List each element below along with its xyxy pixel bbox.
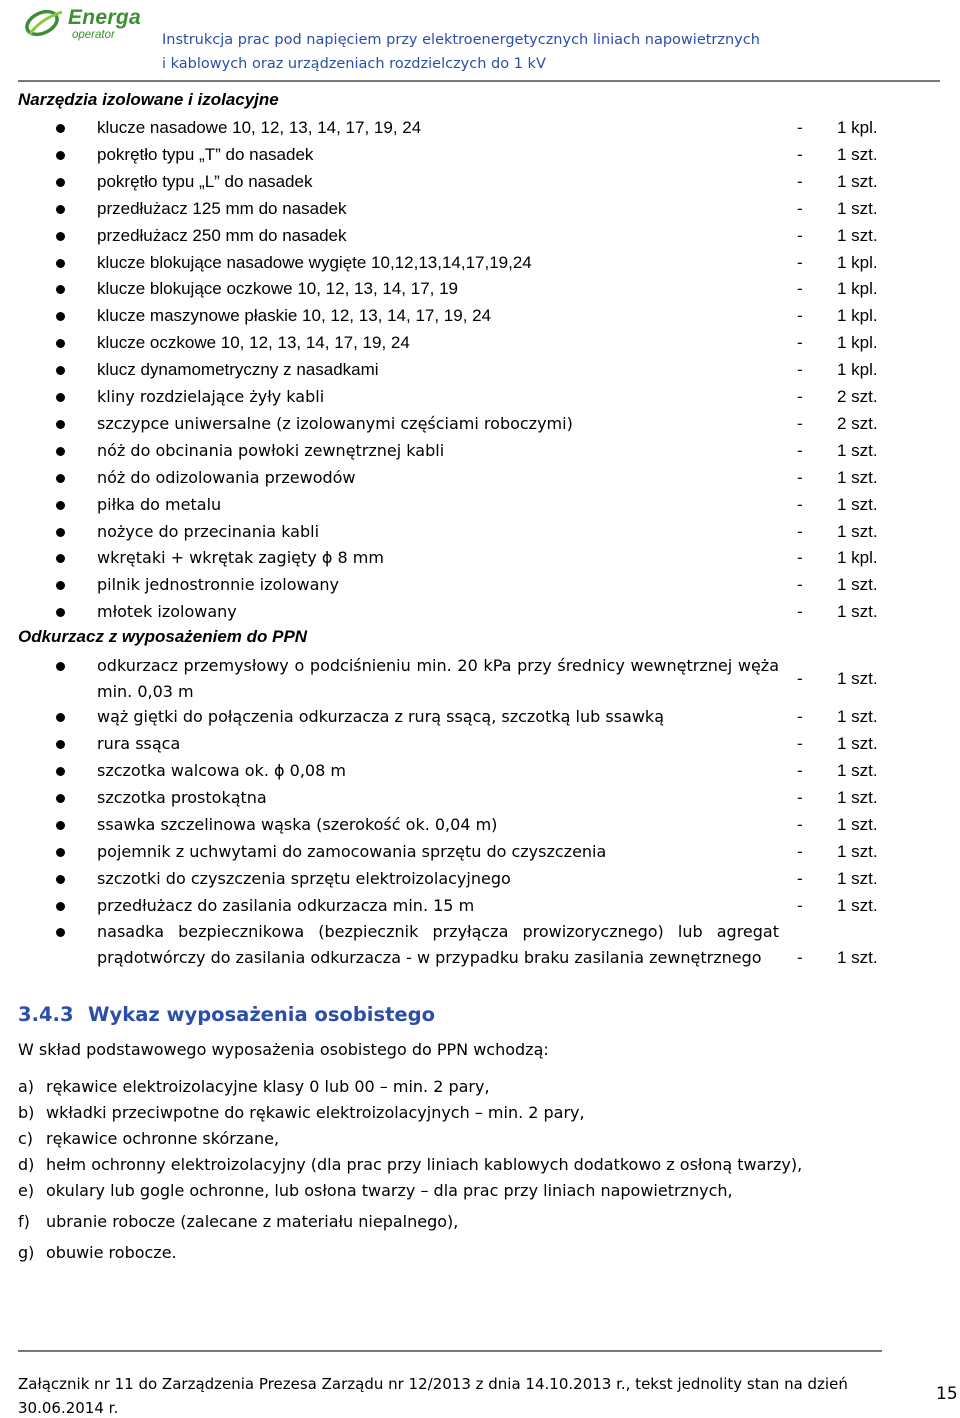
bullet-icon: [56, 848, 65, 857]
item-dash: -: [797, 198, 803, 218]
item-dash: -: [797, 602, 803, 622]
item-quantity: 1 kpl.: [837, 360, 878, 380]
item-text: pilnik jednostronnie izolowany: [97, 575, 340, 595]
item-dash: -: [797, 225, 803, 245]
item-dash: -: [797, 707, 803, 726]
logo-name: Energa: [68, 6, 141, 29]
page-number: 15: [936, 1384, 958, 1404]
item-quantity: 1 szt.: [837, 440, 878, 460]
item-quantity: 1 szt.: [837, 734, 878, 753]
item-text: nóż do obcinania powłoki zewnętrznej kabli: [97, 440, 445, 460]
heading-text: Wykaz wyposażenia osobistego: [88, 1003, 435, 1026]
item-quantity: 1 szt.: [837, 669, 878, 688]
item-quantity: 1 szt.: [837, 225, 878, 245]
item-quantity: 1 szt.: [837, 707, 878, 726]
list-item: [0, 465, 960, 491]
item-quantity: 1 szt.: [837, 948, 878, 967]
item-text: przedłużacz do zasilania odkurzacza min. 15 m: [97, 896, 475, 915]
item-text: hełm ochronny elektroizolacyjny (dla prac przy liniach kablowych dodatkowo z osłoną twarzy),: [46, 1155, 803, 1174]
item-dash: -: [797, 842, 803, 861]
item-text: przedłużacz 125 mm do nasadek: [97, 198, 347, 218]
item-text: nożyce do przecinania kabli: [97, 521, 320, 541]
item-quantity: 1 szt.: [837, 602, 878, 622]
list-item: [0, 492, 960, 518]
item-label: f): [18, 1212, 30, 1231]
heading-personal-equipment: [18, 1003, 435, 1026]
list-item: [0, 169, 960, 195]
section-title-vacuum: Odkurzacz z wyposażeniem do PPN: [18, 627, 308, 646]
item-quantity: 1 kpl.: [837, 548, 878, 568]
list-item: [0, 438, 960, 464]
item-quantity: 1 szt.: [837, 171, 878, 191]
list-item: [18, 1077, 490, 1096]
item-text: obuwie robocze.: [46, 1243, 177, 1262]
item-quantity: 1 szt.: [837, 869, 878, 888]
bullet-icon: [56, 713, 65, 722]
list-item: [0, 704, 960, 730]
item-dash: -: [797, 896, 803, 915]
item-label: c): [18, 1129, 34, 1148]
bullet-icon: [56, 447, 65, 456]
item-text: nóż do odizolowania przewodów: [97, 467, 356, 487]
list-item: [18, 1243, 177, 1262]
list-item: [0, 758, 960, 784]
bullet-icon: [56, 528, 65, 537]
bullet-icon: [56, 501, 65, 510]
list-item: [0, 384, 960, 410]
item-quantity: 1 szt.: [837, 896, 878, 915]
list-item: [0, 223, 960, 249]
bullet-icon: [56, 393, 65, 402]
bullet-icon: [56, 581, 65, 590]
item-dash: -: [797, 548, 803, 568]
item-quantity: 1 kpl.: [837, 118, 878, 137]
item-text: szczotka walcowa ok. ϕ 0,08 m: [97, 761, 346, 780]
energa-leaf-icon: [22, 4, 66, 42]
item-text: klucze nasadowe 10, 12, 13, 14, 17, 19, 24: [97, 118, 422, 137]
list-item: [0, 785, 960, 811]
personal-equipment-intro: W skład podstawowego wyposażenia osobistego do PPN wchodzą:: [18, 1040, 549, 1059]
heading-number: 3.4.3: [18, 1003, 74, 1026]
item-text: klucze blokujące oczkowe 10, 12, 13, 14, 17, 19: [97, 279, 459, 299]
bullet-icon: [56, 232, 65, 241]
item-text: ssawka szczelinowa wąska (szerokość ok. 0,04 m): [97, 815, 498, 834]
item-quantity: 1 szt.: [837, 467, 878, 487]
list-item: [18, 1155, 802, 1174]
footer-line2: 30.06.2014 r.: [18, 1399, 119, 1417]
bullet-icon: [56, 205, 65, 214]
item-text: klucze maszynowe płaskie 10, 12, 13, 14, 17, 19, 24: [97, 306, 492, 326]
list-item: [0, 196, 960, 222]
item-dash: -: [797, 494, 803, 514]
item-dash: -: [797, 333, 803, 353]
item-quantity: 1 szt.: [837, 842, 878, 861]
section-title-tools: Narzędzia izolowane i izolacyjne: [18, 90, 279, 109]
bullet-icon: [56, 662, 65, 671]
bullet-icon: [56, 420, 65, 429]
item-quantity: 1 kpl.: [837, 306, 878, 326]
list-item: [0, 839, 960, 865]
bullet-icon: [56, 767, 65, 776]
list-item: [0, 893, 960, 919]
item-label: a): [18, 1077, 35, 1096]
item-quantity: 2 szt.: [837, 413, 878, 433]
item-text: klucz dynamometryczny z nasadkami: [97, 360, 379, 380]
item-text: nasadka bezpiecznikowa (bezpiecznik przyłącza prowizorycznego) lub agregat prądotwórczy do zasilania odkurzacza - w przypadku braku zasilania zewnętrznego: [97, 922, 779, 967]
item-text: klucze oczkowe 10, 12, 13, 14, 17, 19, 24: [97, 333, 410, 353]
footer-divider: [18, 1350, 882, 1352]
item-dash: -: [797, 815, 803, 834]
bullet-icon: [56, 821, 65, 830]
item-dash: -: [797, 734, 803, 753]
bullet-icon: [56, 875, 65, 884]
item-dash: -: [797, 761, 803, 780]
item-label: b): [18, 1103, 35, 1122]
item-quantity: 1 szt.: [837, 761, 878, 780]
list-item: [0, 250, 960, 276]
item-quantity: 1 szt.: [837, 788, 878, 807]
bullet-icon: [56, 124, 65, 133]
list-item: [0, 357, 960, 383]
logo-subtitle: operator: [72, 29, 115, 41]
item-dash: -: [797, 669, 803, 688]
list-item: [0, 411, 960, 437]
bullet-icon: [56, 151, 65, 160]
item-text: wąż giętki do połączenia odkurzacza z rurą ssącą, szczotką lub ssawką: [97, 707, 664, 726]
item-dash: -: [797, 144, 803, 164]
bullet-icon: [56, 554, 65, 563]
item-dash: -: [797, 360, 803, 380]
item-text: przedłużacz 250 mm do nasadek: [97, 225, 347, 245]
bullet-icon: [56, 259, 65, 268]
item-text: piłka do metalu: [97, 494, 222, 514]
item-dash: -: [797, 306, 803, 326]
item-text: pojemnik z uchwytami do zamocowania sprzętu do czyszczenia: [97, 842, 607, 861]
bullet-icon: [56, 474, 65, 483]
list-item: [18, 1212, 458, 1231]
bullet-icon: [56, 902, 65, 911]
header-title-line2: i kablowych oraz urządzeniach rozdzielczych do 1 kV: [162, 56, 546, 72]
list-item: [0, 330, 960, 356]
item-text: szczypce uniwersalne (z izolowanymi częściami roboczymi): [97, 413, 573, 433]
item-dash: -: [797, 440, 803, 460]
footer-line1: Załącznik nr 11 do Zarządzenia Prezesa Zarządu nr 12/2013 z dnia 14.10.2013 r., tekst jednolity stan na dzień: [18, 1375, 848, 1393]
list-item: [0, 812, 960, 838]
item-label: e): [18, 1181, 35, 1200]
item-dash: -: [797, 118, 803, 137]
list-item: [0, 115, 960, 141]
item-dash: -: [797, 869, 803, 888]
item-dash: -: [797, 387, 803, 406]
item-text: klucze blokujące nasadowe wygięte 10,12,13,14,17,19,24: [97, 252, 532, 272]
bullet-icon: [56, 285, 65, 294]
bullet-icon: [56, 366, 65, 375]
item-quantity: 1 szt.: [837, 521, 878, 541]
item-quantity: 1 kpl.: [837, 279, 878, 299]
list-item: [0, 919, 960, 997]
item-dash: -: [797, 948, 803, 967]
list-item: [0, 653, 960, 705]
item-dash: -: [797, 279, 803, 299]
item-dash: -: [797, 171, 803, 191]
item-quantity: 2 szt.: [837, 387, 878, 406]
header-divider: [18, 80, 940, 82]
list-item: [18, 1129, 279, 1148]
list-item: [0, 731, 960, 757]
bullet-icon: [56, 928, 65, 937]
item-text: pokrętło typu „T” do nasadek: [97, 144, 314, 164]
item-text: ubranie robocze (zalecane z materiału niepalnego),: [46, 1212, 459, 1231]
item-dash: -: [797, 252, 803, 272]
list-item: [0, 142, 960, 168]
item-dash: -: [797, 575, 803, 595]
item-quantity: 1 szt.: [837, 144, 878, 164]
item-text: rękawice elektroizolacyjne klasy 0 lub 00 – min. 2 pary,: [46, 1077, 490, 1096]
item-label: g): [18, 1243, 35, 1262]
list-item: [18, 1103, 585, 1122]
item-dash: -: [797, 788, 803, 807]
page-header: [0, 0, 960, 82]
item-text: szczotka prostokątna: [97, 788, 267, 807]
item-quantity: 1 szt.: [837, 815, 878, 834]
item-text: szczotki do czyszczenia sprzętu elektroizolacyjnego: [97, 869, 511, 888]
list-item: [0, 866, 960, 892]
item-text: pokrętło typu „L” do nasadek: [97, 171, 313, 191]
bullet-icon: [56, 608, 65, 617]
item-quantity: 1 szt.: [837, 198, 878, 218]
bullet-icon: [56, 794, 65, 803]
item-quantity: 1 szt.: [837, 494, 878, 514]
item-text: rura ssąca: [97, 734, 181, 753]
item-quantity: 1 kpl.: [837, 252, 878, 272]
item-text: okulary lub gogle ochronne, lub osłona twarzy – dla prac przy liniach napowietrznych,: [46, 1181, 733, 1200]
item-text: kliny rozdzielające żyły kabli: [97, 387, 325, 406]
list-item: [0, 572, 960, 598]
bullet-icon: [56, 339, 65, 348]
item-dash: -: [797, 467, 803, 487]
bullet-icon: [56, 178, 65, 187]
item-quantity: 1 szt.: [837, 575, 878, 595]
item-text: młotek izolowany: [97, 602, 237, 622]
list-item: [0, 276, 960, 302]
bullet-icon: [56, 740, 65, 749]
list-item: [0, 303, 960, 329]
list-item: [0, 519, 960, 545]
list-item: [0, 599, 960, 625]
header-title-line1: Instrukcja prac pod napięciem przy elektroenergetycznych liniach napowietrznych: [162, 32, 760, 48]
item-dash: -: [797, 521, 803, 541]
item-label: d): [18, 1155, 35, 1174]
item-text: wkładki przeciwpotne do rękawic elektroizolacyjnych – min. 2 pary,: [46, 1103, 585, 1122]
item-text: rękawice ochronne skórzane,: [46, 1129, 280, 1148]
list-item: [18, 1181, 733, 1200]
list-item: [0, 545, 960, 571]
item-text: wkrętaki + wkrętak zagięty ϕ 8 mm: [97, 548, 384, 568]
item-quantity: 1 kpl.: [837, 333, 878, 353]
energa-logo: [22, 4, 162, 42]
item-dash: -: [797, 413, 803, 433]
item-text: odkurzacz przemysłowy o podciśnieniu min. 20 kPa przy średnicy wewnętrznej węża min. 0,03 m: [97, 656, 779, 701]
bullet-icon: [56, 312, 65, 321]
